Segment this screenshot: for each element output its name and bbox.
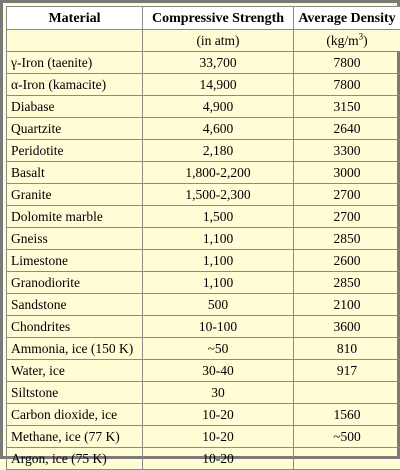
cell-material: Argon, ice (75 K) xyxy=(7,448,143,470)
table-row xyxy=(7,52,400,74)
cell-material: Carbon dioxide, ice xyxy=(7,404,143,426)
table-row xyxy=(7,162,400,184)
cell-strength: 1,100 xyxy=(143,228,294,250)
cell-strength: 14,900 xyxy=(143,74,294,96)
cell-material: Granodiorite xyxy=(7,272,143,294)
cell-material: α-Iron (kamacite) xyxy=(7,74,143,96)
units-density-base: (kg/m xyxy=(326,33,358,48)
table-row xyxy=(7,382,400,404)
cell-material: Water, ice xyxy=(7,360,143,382)
cell-material: Sandstone xyxy=(7,294,143,316)
units-density-close: ) xyxy=(363,33,368,48)
cell-material: Siltstone xyxy=(7,382,143,404)
cell-strength: 4,900 xyxy=(143,96,294,118)
units-density-exponent: 3 xyxy=(359,32,364,42)
table-row xyxy=(7,74,400,96)
cell-density: 2700 xyxy=(294,206,400,228)
cell-material: Granite xyxy=(7,184,143,206)
table-row xyxy=(7,360,400,382)
table-row xyxy=(7,338,400,360)
cell-material: Dolomite marble xyxy=(7,206,143,228)
cell-strength: 30 xyxy=(143,382,294,404)
cell-material: Chondrites xyxy=(7,316,143,338)
table-row xyxy=(7,294,400,316)
cell-material: Gneiss xyxy=(7,228,143,250)
table-row xyxy=(7,118,400,140)
table-row xyxy=(7,96,400,118)
units-row xyxy=(7,30,400,52)
cell-strength: 1,500 xyxy=(143,206,294,228)
cell-strength: 33,700 xyxy=(143,52,294,74)
cell-density: 1560 xyxy=(294,404,400,426)
cell-density: 2850 xyxy=(294,272,400,294)
cell-density: 7800 xyxy=(294,52,400,74)
cell-density: 2700 xyxy=(294,184,400,206)
cell-strength: 10-20 xyxy=(143,448,294,470)
table-body xyxy=(7,52,400,470)
units-material xyxy=(7,30,143,52)
cell-density: ~500 xyxy=(294,426,400,448)
cell-material: Ammonia, ice (150 K) xyxy=(7,338,143,360)
cell-strength: 1,100 xyxy=(143,272,294,294)
header-row xyxy=(7,7,400,30)
cell-material: γ-Iron (taenite) xyxy=(7,52,143,74)
units-density xyxy=(294,30,400,52)
cell-density: 810 xyxy=(294,338,400,360)
cell-strength: 10-20 xyxy=(143,426,294,448)
cell-density xyxy=(294,382,400,404)
header-compressive-strength: Compressive Strength xyxy=(143,7,294,30)
cell-density: 2100 xyxy=(294,294,400,316)
cell-strength: 1,500-2,300 xyxy=(143,184,294,206)
table-row xyxy=(7,404,400,426)
cell-strength: 10-100 xyxy=(143,316,294,338)
cell-density: 7800 xyxy=(294,74,400,96)
cell-strength: 4,600 xyxy=(143,118,294,140)
cell-density: 917 xyxy=(294,360,400,382)
table-row xyxy=(7,272,400,294)
cell-density: 3000 xyxy=(294,162,400,184)
cell-strength: ~50 xyxy=(143,338,294,360)
cell-strength: 2,180 xyxy=(143,140,294,162)
header-average-density: Average Density xyxy=(294,7,400,30)
cell-strength: 500 xyxy=(143,294,294,316)
cell-density: 3150 xyxy=(294,96,400,118)
compressive-strength-table xyxy=(6,6,400,470)
cell-density: 3600 xyxy=(294,316,400,338)
cell-strength: 30-40 xyxy=(143,360,294,382)
cell-material: Diabase xyxy=(7,96,143,118)
table-row xyxy=(7,250,400,272)
cell-material: Peridotite xyxy=(7,140,143,162)
cell-density: 2850 xyxy=(294,228,400,250)
cell-material: Limestone xyxy=(7,250,143,272)
cell-density: 2600 xyxy=(294,250,400,272)
cell-strength: 1,100 xyxy=(143,250,294,272)
table-row xyxy=(7,316,400,338)
cell-density: 3300 xyxy=(294,140,400,162)
cell-density: 2640 xyxy=(294,118,400,140)
table-row xyxy=(7,140,400,162)
cell-material: Quartzite xyxy=(7,118,143,140)
cell-material: Methane, ice (77 K) xyxy=(7,426,143,448)
table-row xyxy=(7,426,400,448)
table-row xyxy=(7,228,400,250)
table-row xyxy=(7,206,400,228)
cell-material: Basalt xyxy=(7,162,143,184)
cell-strength: 1,800-2,200 xyxy=(143,162,294,184)
header-material: Material xyxy=(7,7,143,30)
table-row xyxy=(7,184,400,206)
cell-strength: 10-20 xyxy=(143,404,294,426)
units-strength: (in atm) xyxy=(143,30,294,52)
